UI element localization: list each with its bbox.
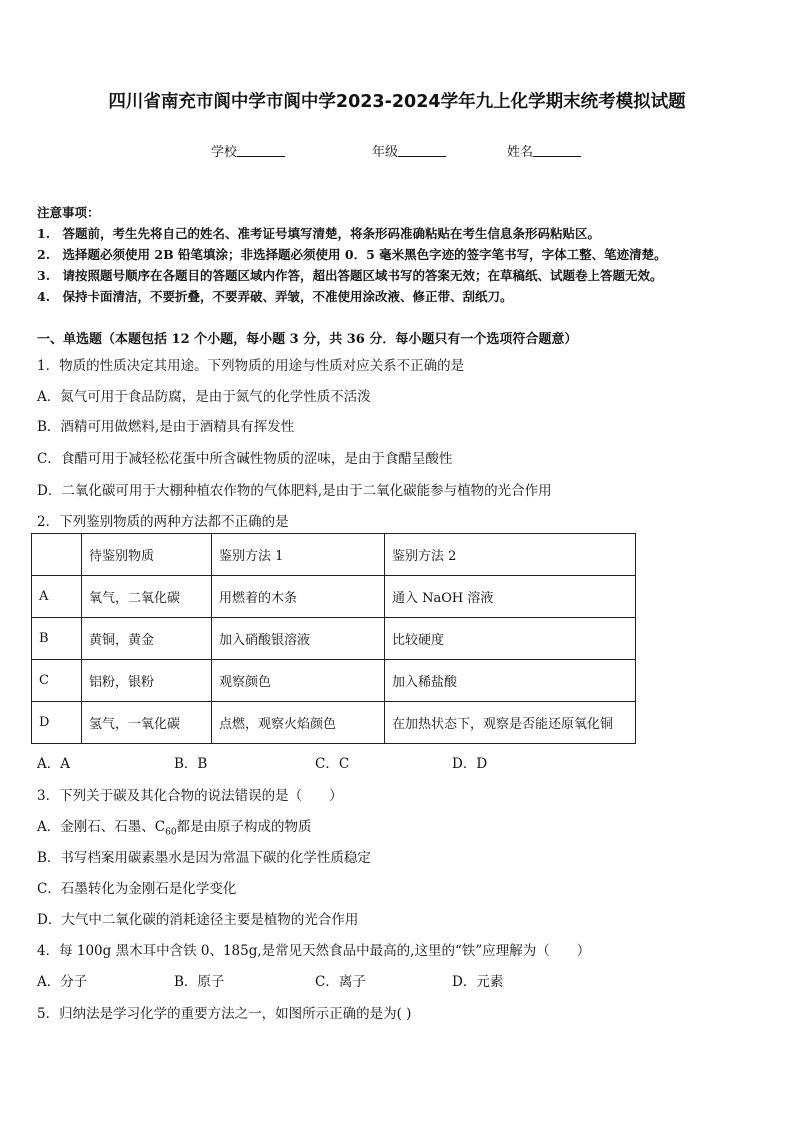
q3-option-a: A．金刚石、石墨、$C_{60}$都是由原子构成的物质 <box>37 819 312 838</box>
table-header-row <box>32 534 636 576</box>
table-cell: D <box>32 702 82 744</box>
identification-table <box>31 533 636 744</box>
q4-option-b: B．原子 <box>174 974 225 990</box>
table-row <box>32 618 636 660</box>
q1-option-b: B．酒精可用做燃料,是由于酒精具有挥发性 <box>37 419 295 435</box>
table-cell: A <box>32 576 82 618</box>
q4-option-a: A．分子 <box>37 974 88 990</box>
question-4-stem: 4．每 100g 黑木耳中含铁 0、185g,是常见天然食品中最高的,这里的“铁”应理解为（ ） <box>37 943 591 959</box>
page-title: 四川省南充市阆中学市阆中学2023-2024学年九上化学期末统考模拟试题 <box>108 92 686 112</box>
q4-option-c: C．离子 <box>315 974 366 990</box>
q2-option-a: A．A <box>37 756 70 772</box>
note-item: 1. 答题前，考生先将自己的姓名、准考证号填写清楚，将条形码准确粘贴在考生信息条形码粘贴区。 <box>37 226 601 241</box>
table-row <box>32 660 636 702</box>
table-cell: 用燃着的木条 <box>212 576 385 618</box>
table-cell: 鉴别方法 1 <box>212 534 385 576</box>
question-5-stem: 5．归纳法是学习化学的重要方法之一，如图所示正确的是为( ) <box>37 1006 412 1022</box>
table-cell: 加入硝酸银溶液 <box>212 618 385 660</box>
question-2-stem: 2．下列鉴别物质的两种方法都不正确的是 <box>37 514 289 530</box>
notes-heading: 注意事项： <box>37 205 100 220</box>
note-item: 2. 选择题必须使用 2B 铅笔填涂；非选择题必须使用 0．5 毫米黑色字迹的签字笔书写，字体工整、笔迹清楚。 <box>37 247 667 262</box>
q1-option-a: A．氮气可用于食品防腐，是由于氮气的化学性质不活泼 <box>37 389 371 405</box>
note-item: 4. 保持卡面清洁，不要折叠，不要弄破、弄皱，不准使用涂改液、修正带、刮纸刀。 <box>37 289 513 304</box>
table-row <box>32 702 636 744</box>
school-field: 学校 <box>211 141 285 160</box>
table-cell: C <box>32 660 82 702</box>
question-3-stem: 3．下列关于碳及其化合物的说法错误的是（ ） <box>37 788 343 804</box>
table-cell: 比较硬度 <box>385 618 636 660</box>
table-cell: 氢气，一氧化碳 <box>82 702 212 744</box>
table-row <box>32 576 636 618</box>
grade-field: 年级 <box>372 141 446 160</box>
q1-option-c: C．食醋可用于减轻松花蛋中所含碱性物质的涩味，是由于食醋呈酸性 <box>37 451 453 467</box>
table-cell: 通入 NaOH 溶液 <box>385 576 636 618</box>
table-cell: 待鉴别物质 <box>82 534 212 576</box>
section-heading: 一、单选题（本题包括 12 个小题，每小题 3 分，共 36 分．每小题只有一个选项符合题意） <box>37 332 578 347</box>
table-cell <box>32 534 82 576</box>
q3-option-c: C．石墨转化为金刚石是化学变化 <box>37 881 237 897</box>
q2-option-b: B．B <box>174 756 208 772</box>
q4-option-d: D．元素 <box>452 974 504 990</box>
question-1-stem: 1．物质的性质决定其用途。下列物质的用途与性质对应关系不正确的是 <box>37 358 465 374</box>
note-item: 3. 请按照题号顺序在各题目的答题区域内作答，超出答题区域书写的答案无效；在草稿纸、试题卷上答题无效。 <box>37 268 663 283</box>
name-field: 姓名 <box>507 141 581 160</box>
q3-option-b: B．书写档案用碳素墨水是因为常温下碳的化学性质稳定 <box>37 850 371 866</box>
table-cell: 加入稀盐酸 <box>385 660 636 702</box>
table-cell: 点燃，观察火焰颜色 <box>212 702 385 744</box>
q2-option-c: C．C <box>315 756 350 772</box>
table-cell: B <box>32 618 82 660</box>
q1-option-d: D．二氧化碳可用于大棚种植农作物的气体肥料,是由于二氧化碳能参与植物的光合作用 <box>37 483 552 499</box>
q2-option-d: D．D <box>452 756 488 772</box>
table-cell: 氧气，二氧化碳 <box>82 576 212 618</box>
table-cell: 黄铜，黄金 <box>82 618 212 660</box>
table-cell: 观察颜色 <box>212 660 385 702</box>
table-cell: 鉴别方法 2 <box>385 534 636 576</box>
table-cell: 铝粉，银粉 <box>82 660 212 702</box>
table-cell: 在加热状态下，观察是否能还原氧化铜 <box>385 702 636 744</box>
q3-option-d: D．大气中二氧化碳的消耗途径主要是植物的光合作用 <box>37 912 359 928</box>
